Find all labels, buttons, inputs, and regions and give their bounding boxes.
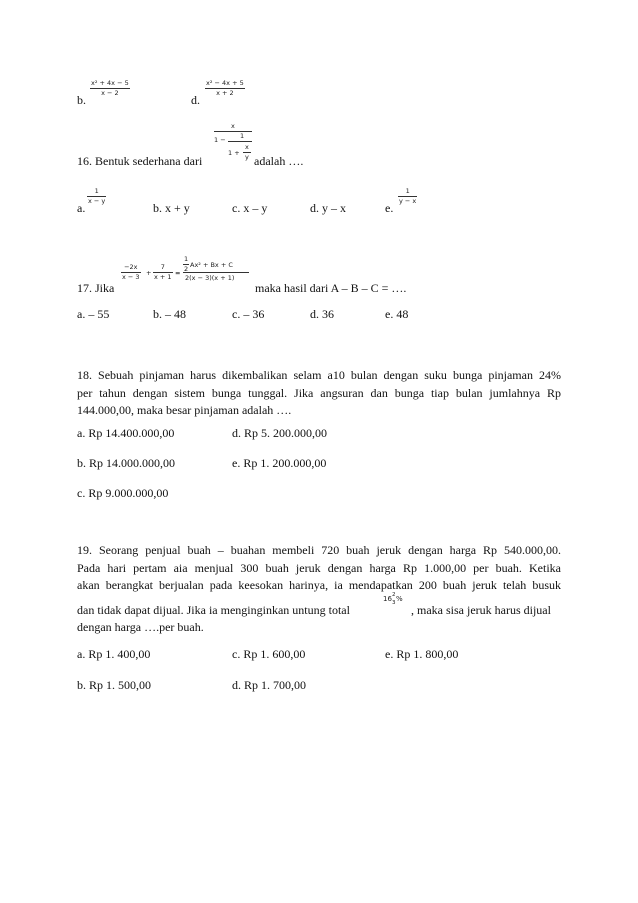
q19-pct-sign: % — [396, 595, 403, 603]
q18-line-1: 18. Sebuah pinjaman harus dikembalikan selam a10 bulan dengan suku bunga pinjaman 24% — [77, 368, 561, 382]
q16-expr-inner-den-lead: 1 + — [228, 149, 240, 157]
fraction-denominator: x + 1 — [154, 273, 172, 281]
q16-stem-after: adalah …. — [254, 154, 304, 168]
q17-expr-rhs-denominator: 2(x − 3)(x + 1) — [185, 274, 235, 282]
fraction-numerator: x² + 4x − 5 — [91, 79, 129, 87]
q17-stem-before: 17. Jika — [77, 281, 115, 295]
q19-pct-whole: 16 — [383, 595, 392, 603]
q17-expr-rhs-bar — [183, 272, 249, 273]
q16-option-b: b. x + y — [153, 201, 190, 215]
q18-option-d: d. Rp 5. 200.000,00 — [232, 426, 328, 440]
fraction-numerator: 7 — [160, 263, 165, 271]
fraction-denominator: x + 2 — [216, 89, 234, 97]
q16-expr-inner-x: x — [245, 143, 249, 151]
q17-stem-after: maka hasil dari A – B – C = …. — [255, 281, 407, 295]
fraction-numerator: 1 — [184, 255, 189, 263]
q16-expr-inner-y: y — [245, 153, 249, 161]
q17-option-c: c. – 36 — [232, 307, 265, 321]
q17-expr-half — [183, 256, 189, 273]
q16-option-a-label: a. — [77, 201, 86, 215]
q19-pct-den: 3 — [392, 600, 396, 606]
q19-question-text — [77, 542, 561, 595]
q19-line-4-before: dan tidak dapat dijual. Jika ia menginginkan untung total — [77, 603, 350, 617]
q19-line-3: akan berangkat berjualan pada keesokan harinya, ia mendapatkan 200 buah jeruk telah busuk — [77, 578, 561, 592]
fraction-numerator: 1 — [405, 187, 410, 195]
q16-expression — [214, 123, 254, 167]
q18-question-text — [77, 367, 561, 420]
q16-option-a-fraction — [87, 188, 106, 205]
q16-option-c: c. x – y — [232, 201, 268, 215]
q15-option-b-fraction — [90, 80, 130, 97]
q15-option-d-fraction — [205, 80, 245, 97]
q19-option-c: c. Rp 1. 600,00 — [232, 647, 306, 661]
q17-expr-plus: + — [146, 269, 152, 277]
q17-expr-equals: = — [175, 269, 181, 277]
q16-stem — [77, 154, 202, 169]
q16-expr-main-bar — [214, 131, 252, 132]
q16-expr-numerator: x — [231, 122, 235, 130]
q19-option-a: a. Rp 1. 400,00 — [77, 647, 151, 661]
q17-option-d: d. 36 — [310, 307, 334, 321]
q18-option-b: b. Rp 14.000.000,00 — [77, 456, 176, 470]
q18-option-a: a. Rp 14.400.000,00 — [77, 426, 175, 440]
fraction-numerator: 1 — [94, 187, 99, 195]
q18-line-2: per tahun dengan sistem bunga tunggal. Jika angsuran dan bunga tiap bulan jumlahnya Rp — [77, 385, 561, 400]
q19-line-1: 19. Seorang penjual buah – buahan membeli 720 buah jeruk dengan harga Rp 540.000,00. — [77, 543, 561, 557]
q17-expr-fraction-1 — [121, 264, 141, 281]
q16-expr-den-lead: 1 − — [214, 136, 226, 144]
q16-stem-before: 16. Bentuk sederhana dari — [77, 154, 203, 168]
fraction-denominator: x − y — [88, 197, 106, 205]
q17-option-e: e. 48 — [385, 307, 409, 321]
fraction-denominator: y − x — [399, 197, 417, 205]
q16-expr-inner-bar — [228, 141, 252, 142]
q19-pct-num: 2 — [392, 592, 396, 598]
q17-option-a: a. – 55 — [77, 307, 110, 321]
q19-option-b: b. Rp 1. 500,00 — [77, 678, 152, 692]
q19-line-4-after: , maka sisa jeruk harus dijual — [411, 603, 551, 617]
q19-option-d: d. Rp 1. 700,00 — [232, 678, 307, 692]
q16-expr-inner-numerator: 1 — [240, 132, 245, 140]
q19-option-e: e. Rp 1. 800,00 — [385, 647, 459, 661]
q19-line-2: Pada hari pertam aia menjual 300 buah jeruk dengan harga Rp 1.000,00 per buah. Ketika — [77, 560, 561, 575]
q18-option-e: e. Rp 1. 200.000,00 — [232, 456, 327, 470]
q19-percentage — [383, 592, 409, 608]
q17-expression — [117, 256, 251, 290]
q16-option-d: d. y – x — [310, 201, 346, 215]
q19-line-5: dengan harga ….per buah. — [77, 620, 204, 634]
q16-option-e-fraction — [398, 188, 417, 205]
q15-option-d-label: d. — [191, 93, 200, 107]
q17-expr-fraction-2 — [153, 264, 173, 281]
q17-expr-rhs-numerator: Ax² + Bx + C — [190, 261, 233, 269]
q18-option-c: c. Rp 9.000.000,00 — [77, 486, 169, 500]
q15-option-b-label: b. — [77, 93, 86, 107]
q16-option-e-label: e. — [385, 201, 394, 215]
fraction-numerator: −2x — [124, 263, 138, 271]
fraction-numerator: x² − 4x + 5 — [206, 79, 244, 87]
fraction-denominator: 2 — [184, 265, 189, 273]
fraction-denominator: x − 2 — [101, 89, 119, 97]
q18-line-3: 144.000,00, maka besar pinjaman adalah …. — [77, 403, 292, 417]
q17-option-b: b. – 48 — [153, 307, 186, 321]
fraction-denominator: x − 3 — [122, 273, 140, 281]
